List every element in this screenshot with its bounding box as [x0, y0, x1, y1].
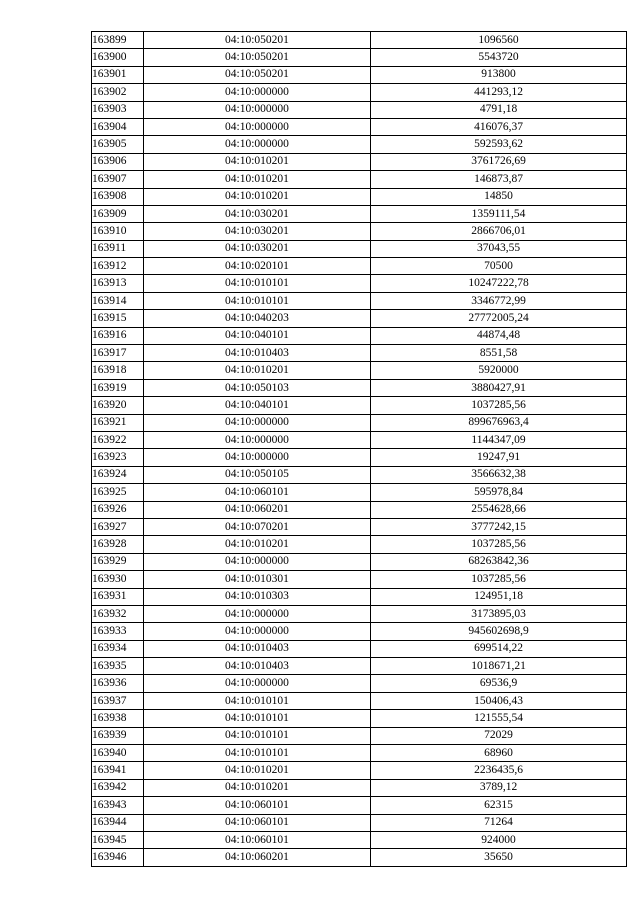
amount-cell: 441293,12: [371, 84, 627, 101]
table-row: [92, 431, 627, 448]
row-id-cell: 163917: [92, 345, 144, 362]
amount-cell: 3346772,99: [371, 292, 627, 309]
amount-cell: 416076,37: [371, 118, 627, 135]
row-id-cell: 163931: [92, 588, 144, 605]
table-row: [92, 536, 627, 553]
table-row: [92, 675, 627, 692]
row-id-cell: 163933: [92, 623, 144, 640]
row-id-cell: 163921: [92, 414, 144, 431]
table-row: [92, 588, 627, 605]
row-id-cell: 163909: [92, 205, 144, 222]
table-row: [92, 797, 627, 814]
amount-cell: 1359111,54: [371, 205, 627, 222]
amount-cell: 1096560: [371, 32, 627, 49]
row-id-cell: 163905: [92, 136, 144, 153]
amount-cell: 37043,55: [371, 240, 627, 257]
table-row: [92, 205, 627, 222]
amount-cell: 72029: [371, 727, 627, 744]
table-row: [92, 449, 627, 466]
amount-cell: 1144347,09: [371, 431, 627, 448]
row-id-cell: 163902: [92, 84, 144, 101]
table-row: [92, 623, 627, 640]
row-id-cell: 163906: [92, 153, 144, 170]
cadastral-code-cell: 04:10:010201: [144, 188, 371, 205]
cadastral-code-cell: 04:10:010101: [144, 727, 371, 744]
amount-cell: 924000: [371, 831, 627, 848]
cadastral-code-cell: 04:10:030201: [144, 205, 371, 222]
table-row: [92, 553, 627, 570]
amount-cell: 121555,54: [371, 710, 627, 727]
cadastral-code-cell: 04:10:060101: [144, 797, 371, 814]
table-row: [92, 136, 627, 153]
row-id-cell: 163926: [92, 501, 144, 518]
table-row: [92, 762, 627, 779]
row-id-cell: 163922: [92, 431, 144, 448]
row-id-cell: 163927: [92, 518, 144, 535]
amount-cell: 2554628,66: [371, 501, 627, 518]
cadastral-code-cell: 04:10:010201: [144, 762, 371, 779]
amount-cell: 10247222,78: [371, 275, 627, 292]
row-id-cell: 163901: [92, 66, 144, 83]
row-id-cell: 163900: [92, 49, 144, 66]
table-row: [92, 658, 627, 675]
amount-cell: 71264: [371, 814, 627, 831]
amount-cell: 945602698,9: [371, 623, 627, 640]
table-row: [92, 501, 627, 518]
amount-cell: 19247,91: [371, 449, 627, 466]
table-row: [92, 101, 627, 118]
row-id-cell: 163945: [92, 831, 144, 848]
row-id-cell: 163940: [92, 745, 144, 762]
registry-table-body: [92, 32, 627, 867]
row-id-cell: 163930: [92, 571, 144, 588]
cadastral-code-cell: 04:10:060101: [144, 814, 371, 831]
row-id-cell: 163913: [92, 275, 144, 292]
amount-cell: 1037285,56: [371, 571, 627, 588]
table-row: [92, 814, 627, 831]
cadastral-code-cell: 04:10:050201: [144, 32, 371, 49]
cadastral-code-cell: 04:10:010201: [144, 536, 371, 553]
row-id-cell: 163923: [92, 449, 144, 466]
amount-cell: 124951,18: [371, 588, 627, 605]
row-id-cell: 163938: [92, 710, 144, 727]
table-row: [92, 571, 627, 588]
row-id-cell: 163928: [92, 536, 144, 553]
amount-cell: 592593,62: [371, 136, 627, 153]
cadastral-code-cell: 04:10:060201: [144, 501, 371, 518]
table-row: [92, 49, 627, 66]
cadastral-code-cell: 04:10:010201: [144, 779, 371, 796]
row-id-cell: 163914: [92, 292, 144, 309]
cadastral-code-cell: 04:10:050201: [144, 49, 371, 66]
amount-cell: 3566632,38: [371, 466, 627, 483]
row-id-cell: 163899: [92, 32, 144, 49]
row-id-cell: 163944: [92, 814, 144, 831]
cadastral-code-cell: 04:10:000000: [144, 449, 371, 466]
table-row: [92, 32, 627, 49]
cadastral-code-cell: 04:10:000000: [144, 675, 371, 692]
table-row: [92, 188, 627, 205]
table-row: [92, 310, 627, 327]
amount-cell: 4791,18: [371, 101, 627, 118]
amount-cell: 3173895,03: [371, 605, 627, 622]
cadastral-code-cell: 04:10:040101: [144, 397, 371, 414]
amount-cell: 899676963,4: [371, 414, 627, 431]
table-row: [92, 518, 627, 535]
cadastral-code-cell: 04:10:060101: [144, 831, 371, 848]
amount-cell: 27772005,24: [371, 310, 627, 327]
table-row: [92, 153, 627, 170]
table-row: [92, 362, 627, 379]
table-row: [92, 345, 627, 362]
table-row: [92, 118, 627, 135]
table-row: [92, 849, 627, 866]
cadastral-code-cell: 04:10:000000: [144, 431, 371, 448]
amount-cell: 1037285,56: [371, 536, 627, 553]
row-id-cell: 163912: [92, 258, 144, 275]
cadastral-code-cell: 04:10:010101: [144, 292, 371, 309]
row-id-cell: 163924: [92, 466, 144, 483]
amount-cell: 595978,84: [371, 484, 627, 501]
amount-cell: 3880427,91: [371, 379, 627, 396]
cadastral-code-cell: 04:10:010101: [144, 275, 371, 292]
amount-cell: 146873,87: [371, 171, 627, 188]
cadastral-code-cell: 04:10:000000: [144, 136, 371, 153]
cadastral-code-cell: 04:10:010201: [144, 362, 371, 379]
table-row: [92, 258, 627, 275]
cadastral-code-cell: 04:10:000000: [144, 623, 371, 640]
table-row: [92, 379, 627, 396]
table-row: [92, 292, 627, 309]
row-id-cell: 163943: [92, 797, 144, 814]
table-row: [92, 779, 627, 796]
cadastral-code-cell: 04:10:050103: [144, 379, 371, 396]
row-id-cell: 163911: [92, 240, 144, 257]
cadastral-code-cell: 04:10:010403: [144, 345, 371, 362]
cadastral-code-cell: 04:10:040101: [144, 327, 371, 344]
row-id-cell: 163929: [92, 553, 144, 570]
amount-cell: 699514,22: [371, 640, 627, 657]
amount-cell: 44874,48: [371, 327, 627, 344]
amount-cell: 68960: [371, 745, 627, 762]
table-row: [92, 710, 627, 727]
cadastral-code-cell: 04:10:010403: [144, 640, 371, 657]
registry-table: [91, 31, 627, 867]
cadastral-code-cell: 04:10:000000: [144, 414, 371, 431]
row-id-cell: 163925: [92, 484, 144, 501]
table-row: [92, 397, 627, 414]
cadastral-code-cell: 04:10:020101: [144, 258, 371, 275]
cadastral-code-cell: 04:10:030201: [144, 240, 371, 257]
row-id-cell: 163942: [92, 779, 144, 796]
table-row: [92, 275, 627, 292]
amount-cell: 3777242,15: [371, 518, 627, 535]
cadastral-code-cell: 04:10:010201: [144, 171, 371, 188]
cadastral-code-cell: 04:10:000000: [144, 101, 371, 118]
table-row: [92, 692, 627, 709]
row-id-cell: 163941: [92, 762, 144, 779]
cadastral-code-cell: 04:10:050105: [144, 466, 371, 483]
table-row: [92, 66, 627, 83]
table-row: [92, 223, 627, 240]
cadastral-code-cell: 04:10:060201: [144, 849, 371, 866]
amount-cell: 2236435,6: [371, 762, 627, 779]
amount-cell: 3761726,69: [371, 153, 627, 170]
table-row: [92, 240, 627, 257]
cadastral-code-cell: 04:10:010201: [144, 153, 371, 170]
table-row: [92, 640, 627, 657]
row-id-cell: 163937: [92, 692, 144, 709]
table-row: [92, 727, 627, 744]
amount-cell: 8551,58: [371, 345, 627, 362]
amount-cell: 5543720: [371, 49, 627, 66]
table-row: [92, 84, 627, 101]
cadastral-code-cell: 04:10:060101: [144, 484, 371, 501]
cadastral-code-cell: 04:10:000000: [144, 118, 371, 135]
amount-cell: 3789,12: [371, 779, 627, 796]
amount-cell: 1037285,56: [371, 397, 627, 414]
cadastral-code-cell: 04:10:010101: [144, 692, 371, 709]
row-id-cell: 163946: [92, 849, 144, 866]
amount-cell: 14850: [371, 188, 627, 205]
row-id-cell: 163932: [92, 605, 144, 622]
row-id-cell: 163919: [92, 379, 144, 396]
amount-cell: 62315: [371, 797, 627, 814]
table-row: [92, 484, 627, 501]
amount-cell: 150406,43: [371, 692, 627, 709]
row-id-cell: 163939: [92, 727, 144, 744]
cadastral-code-cell: 04:10:050201: [144, 66, 371, 83]
row-id-cell: 163936: [92, 675, 144, 692]
cadastral-code-cell: 04:10:040203: [144, 310, 371, 327]
cadastral-code-cell: 04:10:010301: [144, 571, 371, 588]
row-id-cell: 163920: [92, 397, 144, 414]
row-id-cell: 163910: [92, 223, 144, 240]
amount-cell: 69536,9: [371, 675, 627, 692]
amount-cell: 2866706,01: [371, 223, 627, 240]
cadastral-code-cell: 04:10:010101: [144, 710, 371, 727]
row-id-cell: 163916: [92, 327, 144, 344]
amount-cell: 68263842,36: [371, 553, 627, 570]
cadastral-code-cell: 04:10:000000: [144, 553, 371, 570]
table-row: [92, 327, 627, 344]
cadastral-code-cell: 04:10:010303: [144, 588, 371, 605]
cadastral-code-cell: 04:10:000000: [144, 84, 371, 101]
cadastral-code-cell: 04:10:010403: [144, 658, 371, 675]
row-id-cell: 163918: [92, 362, 144, 379]
cadastral-code-cell: 04:10:000000: [144, 605, 371, 622]
amount-cell: 1018671,21: [371, 658, 627, 675]
amount-cell: 70500: [371, 258, 627, 275]
table-row: [92, 831, 627, 848]
table-row: [92, 466, 627, 483]
amount-cell: 913800: [371, 66, 627, 83]
amount-cell: 5920000: [371, 362, 627, 379]
table-row: [92, 171, 627, 188]
row-id-cell: 163903: [92, 101, 144, 118]
table-row: [92, 605, 627, 622]
row-id-cell: 163907: [92, 171, 144, 188]
cadastral-code-cell: 04:10:030201: [144, 223, 371, 240]
cadastral-code-cell: 04:10:010101: [144, 745, 371, 762]
row-id-cell: 163934: [92, 640, 144, 657]
row-id-cell: 163908: [92, 188, 144, 205]
amount-cell: 35650: [371, 849, 627, 866]
table-row: [92, 745, 627, 762]
cadastral-code-cell: 04:10:070201: [144, 518, 371, 535]
row-id-cell: 163935: [92, 658, 144, 675]
row-id-cell: 163904: [92, 118, 144, 135]
table-row: [92, 414, 627, 431]
row-id-cell: 163915: [92, 310, 144, 327]
